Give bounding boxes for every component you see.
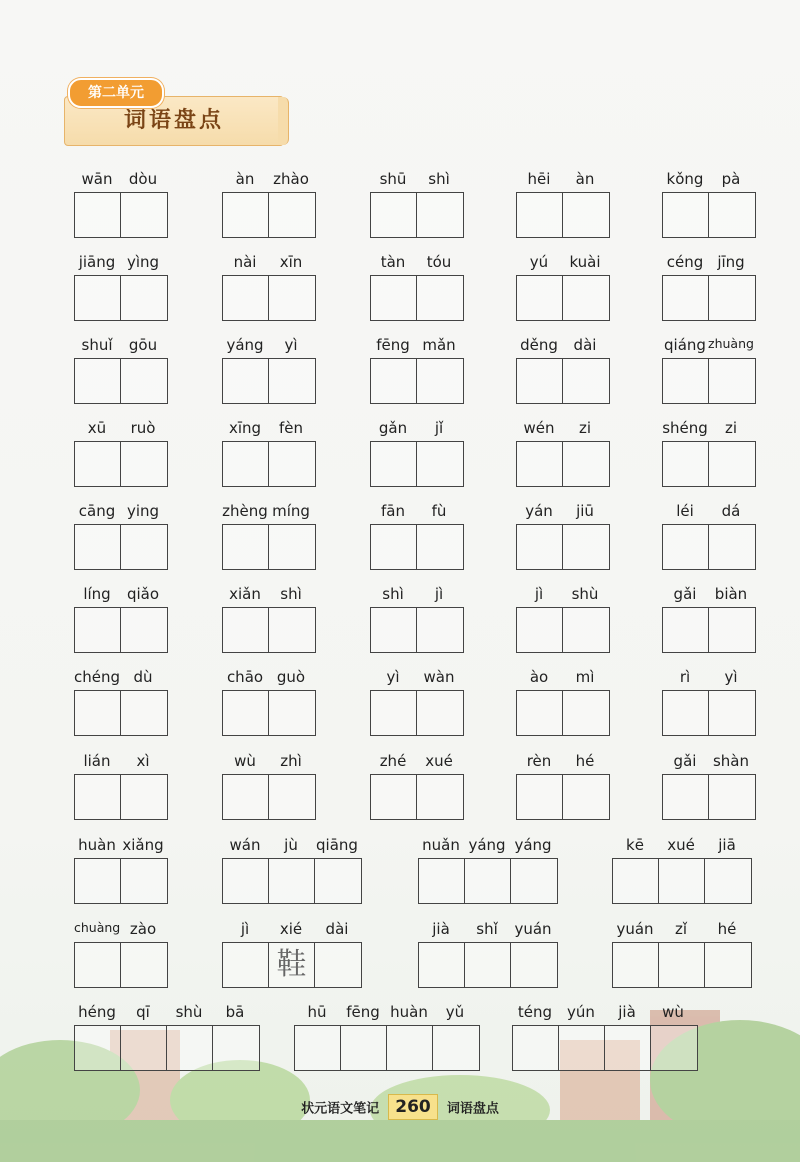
pinyin-label: huàn [390,1003,428,1021]
pinyin-label: nài [233,253,257,271]
pinyin-label: dòu [128,170,158,188]
character-boxes [222,358,316,404]
character-box[interactable] [663,276,709,320]
pinyin-label: yán [525,502,553,520]
pinyin-label: tàn [380,253,406,271]
character-box[interactable] [563,608,609,652]
pinyin-label: xū [87,419,107,437]
pinyin-label: ào [529,668,549,686]
unit-badge: 第二单元 [68,78,164,108]
character-box[interactable] [75,943,121,987]
pinyin-label: wàn [423,668,455,686]
character-box[interactable] [75,193,121,237]
character-box[interactable] [705,859,751,903]
pinyin-label: zào [129,920,157,938]
character-box[interactable] [563,442,609,486]
pinyin-label: qī [136,1003,150,1021]
character-box[interactable] [517,442,563,486]
character-box[interactable] [269,359,315,403]
pinyin-label: míng [272,502,310,520]
character-boxes [74,690,168,736]
pinyin-label: zhé [379,752,407,770]
character-boxes [662,524,756,570]
character-box[interactable] [709,193,755,237]
character-boxes [516,607,610,653]
character-box[interactable] [371,608,417,652]
pinyin-label: děng [520,336,558,354]
pinyin-label: fēng [346,1003,380,1021]
pinyin-label: wān [81,170,113,188]
character-box[interactable] [417,525,463,569]
pinyin-label: xiǎng [122,836,164,854]
pinyin-label: yáng [226,336,264,354]
character-boxes [222,607,316,653]
character-boxes [74,607,168,653]
pinyin-label: fèn [278,419,304,437]
character-box[interactable] [559,1026,605,1070]
pinyin-label: téng [517,1003,553,1021]
character-box[interactable] [269,276,315,320]
pinyin-label: shuǐ [81,336,113,354]
character-box[interactable] [663,691,709,735]
character-box[interactable] [517,775,563,819]
pinyin-label: yáng [468,836,506,854]
character-boxes [516,690,610,736]
pinyin-label: yǔ [445,1003,465,1021]
character-box[interactable] [387,1026,433,1070]
character-box[interactable] [465,943,511,987]
pinyin-label: shǐ [476,920,498,938]
character-box[interactable] [223,691,269,735]
character-box[interactable] [563,193,609,237]
character-box[interactable] [75,691,121,735]
character-boxes [612,858,752,904]
pinyin-label: fēng [376,336,410,354]
pinyin-label: qiáng [664,336,706,354]
pinyin-label: wén [523,419,555,437]
character-boxes [370,441,464,487]
character-box[interactable] [709,775,755,819]
character-box[interactable] [75,359,121,403]
pinyin-label: héng [78,1003,116,1021]
pinyin-label: yuán [616,920,654,938]
character-box[interactable] [223,442,269,486]
pinyin-label: wù [662,1003,684,1021]
pinyin-label: yì [386,668,400,686]
pinyin-label: zi [724,419,738,437]
character-box[interactable] [513,1026,559,1070]
pinyin-label: xié [279,920,303,938]
pinyin-label: dù [133,668,153,686]
character-box[interactable] [223,608,269,652]
pinyin-label: jì [434,585,444,603]
character-box[interactable] [417,691,463,735]
pinyin-label: dài [325,920,349,938]
character-box[interactable] [517,276,563,320]
character-box[interactable] [563,525,609,569]
pinyin-label: zhèng [222,502,268,520]
pinyin-label: jǐ [434,419,444,437]
character-box[interactable] [223,525,269,569]
character-boxes [222,690,316,736]
character-box[interactable] [511,943,557,987]
pinyin-label: àn [575,170,595,188]
character-box[interactable] [663,775,709,819]
footer-book-title: 状元语文笔记 [301,1101,380,1117]
character-box[interactable] [223,943,269,987]
character-boxes [516,441,610,487]
character-box[interactable] [75,859,121,903]
character-boxes [74,192,168,238]
character-box[interactable] [167,1026,213,1070]
character-box[interactable] [517,608,563,652]
character-boxes [516,275,610,321]
character-boxes [74,441,168,487]
character-box[interactable] [417,608,463,652]
character-box[interactable] [269,691,315,735]
pinyin-label: zǐ [674,920,688,938]
pinyin-label: shàn [712,752,750,770]
character-box[interactable] [417,193,463,237]
pinyin-label: jiā [718,836,736,854]
pinyin-label: jì [240,920,250,938]
character-box[interactable] [433,1026,479,1070]
character-box[interactable] [341,1026,387,1070]
pinyin-label: hū [307,1003,327,1021]
character-box[interactable] [371,691,417,735]
character-boxes [74,358,168,404]
character-box[interactable] [659,859,705,903]
pinyin-label: yì [284,336,298,354]
pinyin-label: dài [573,336,597,354]
character-boxes [74,524,168,570]
character-box[interactable] [75,442,121,486]
pinyin-label: rèn [526,752,552,770]
character-boxes [222,858,362,904]
pinyin-label: zi [578,419,592,437]
pinyin-label: hēi [527,170,551,188]
character-box[interactable] [371,775,417,819]
pinyin-label: shéng [662,419,708,437]
pinyin-label: hé [575,752,595,770]
character-boxes [370,690,464,736]
pinyin-label: líng [83,585,111,603]
pinyin-label: léi [676,502,694,520]
pinyin-label: jù [284,836,298,854]
character-boxes [512,1025,698,1071]
character-box[interactable] [417,359,463,403]
character-box[interactable] [121,1026,167,1070]
character-box[interactable] [121,691,167,735]
pinyin-label: àn [235,170,255,188]
character-boxes [74,275,168,321]
pinyin-label: chéng [74,668,121,686]
character-box[interactable] [121,859,167,903]
character-box[interactable] [709,442,755,486]
character-box[interactable] [213,1026,259,1070]
pinyin-label: ying [126,502,160,520]
page-title: 词语盘点 [64,96,284,146]
character-boxes [516,358,610,404]
character-box[interactable] [371,193,417,237]
character-box[interactable] [121,775,167,819]
character-boxes [418,858,558,904]
character-box[interactable] [651,1026,697,1070]
page-number: 260 [388,1094,438,1120]
character-box[interactable] [121,943,167,987]
character-boxes [612,942,752,988]
pinyin-label: dá [721,502,741,520]
character-boxes [370,607,464,653]
character-box[interactable] [121,608,167,652]
pinyin-label: xīng [228,419,262,437]
character-boxes [516,774,610,820]
character-box[interactable] [223,359,269,403]
pinyin-label: yìng [126,253,160,271]
pinyin-label: shì [280,585,302,603]
character-box[interactable] [269,442,315,486]
character-box[interactable] [613,859,659,903]
pinyin-label: ruò [130,419,156,437]
character-box[interactable] [269,608,315,652]
character-boxes [662,690,756,736]
character-boxes [370,192,464,238]
character-box[interactable] [269,775,315,819]
pinyin-label: gǎn [378,419,408,437]
character-boxes [74,1025,260,1071]
pinyin-label: jiāng [78,253,116,271]
character-box[interactable] [371,442,417,486]
character-box[interactable] [121,276,167,320]
pinyin-label: bā [225,1003,245,1021]
pinyin-label: rì [679,668,691,686]
character-box[interactable] [465,859,511,903]
pinyin-label: wù [234,752,256,770]
character-box[interactable] [223,193,269,237]
character-box[interactable]: 鞋 [269,943,315,987]
character-boxes [370,774,464,820]
pinyin-label: xì [136,752,150,770]
pinyin-label: gōu [128,336,158,354]
character-box[interactable] [417,442,463,486]
pinyin-label: shì [428,170,450,188]
pinyin-label: yú [529,253,549,271]
pinyin-label: lián [83,752,111,770]
pinyin-label: gǎi [673,585,697,603]
character-box[interactable] [75,775,121,819]
character-boxes [662,192,756,238]
character-boxes [662,358,756,404]
character-box[interactable] [659,943,705,987]
character-box[interactable] [709,359,755,403]
character-box[interactable] [223,859,269,903]
pinyin-label: céng [666,253,704,271]
character-box[interactable] [511,859,557,903]
pinyin-label: qiāng [316,836,358,854]
pinyin-label: yuán [514,920,552,938]
pinyin-label: shù [175,1003,203,1021]
character-box[interactable] [269,525,315,569]
pinyin-label: biàn [714,585,748,603]
pinyin-label: pà [721,170,741,188]
character-boxes [370,358,464,404]
character-boxes [370,275,464,321]
pinyin-label: zhuàng [708,336,754,351]
character-box[interactable] [709,608,755,652]
pinyin-label: gǎi [673,752,697,770]
pinyin-label: cāng [78,502,116,520]
pinyin-label: jīng [717,253,745,271]
character-box[interactable] [709,525,755,569]
character-box[interactable] [295,1026,341,1070]
character-box[interactable] [121,359,167,403]
character-boxes [222,524,316,570]
character-box[interactable] [371,525,417,569]
character-boxes [662,607,756,653]
pinyin-label: zhào [273,170,309,188]
character-box[interactable] [517,525,563,569]
character-boxes [222,192,316,238]
pinyin-label: jì [534,585,544,603]
character-boxes [222,774,316,820]
character-box[interactable] [75,276,121,320]
pinyin-label: zhì [280,752,302,770]
character-box[interactable] [709,276,755,320]
character-boxes [74,942,168,988]
character-box[interactable] [613,943,659,987]
pinyin-label: jiū [576,502,594,520]
character-box[interactable] [419,943,465,987]
character-box[interactable] [563,276,609,320]
character-box[interactable] [563,359,609,403]
character-box[interactable] [563,775,609,819]
character-boxes [418,942,558,988]
pinyin-label: hé [717,920,737,938]
character-box[interactable] [417,276,463,320]
character-boxes [370,524,464,570]
character-boxes [294,1025,480,1071]
character-box[interactable] [709,691,755,735]
character-boxes [74,858,168,904]
character-box[interactable] [417,775,463,819]
character-box[interactable] [315,859,361,903]
pinyin-label: mǎn [422,336,456,354]
character-box[interactable] [223,775,269,819]
pinyin-label: fān [381,502,405,520]
character-box[interactable] [269,859,315,903]
character-boxes [516,524,610,570]
pinyin-label: fù [431,502,447,520]
pinyin-label: yáng [514,836,552,854]
character-box[interactable] [223,276,269,320]
character-box[interactable] [605,1026,651,1070]
pinyin-label: wán [229,836,261,854]
character-boxes [222,942,362,988]
character-boxes [516,192,610,238]
character-box[interactable] [371,276,417,320]
pinyin-label: jià [618,1003,636,1021]
character-box[interactable] [75,1026,121,1070]
character-box[interactable] [75,525,121,569]
character-boxes [222,275,316,321]
character-boxes [662,275,756,321]
character-box[interactable] [563,691,609,735]
character-box[interactable] [705,943,751,987]
pinyin-label: qiǎo [126,585,160,603]
character-boxes [222,441,316,487]
character-box[interactable] [269,193,315,237]
pinyin-label: chuàng [74,920,121,935]
character-box[interactable] [517,193,563,237]
pinyin-label: yì [724,668,738,686]
pinyin-label: jià [432,920,450,938]
pinyin-label: guò [276,668,306,686]
pinyin-label: kē [626,836,644,854]
pinyin-label: yún [567,1003,595,1021]
pinyin-label: xué [667,836,695,854]
character-box[interactable] [663,608,709,652]
pinyin-label: huàn [78,836,116,854]
pinyin-label: xīn [279,253,303,271]
character-box[interactable] [663,442,709,486]
pinyin-label: xiǎn [229,585,261,603]
character-box[interactable] [371,359,417,403]
pinyin-label: chāo [226,668,264,686]
character-box[interactable] [419,859,465,903]
pinyin-label: tóu [426,253,452,271]
pinyin-label: kuài [569,253,601,271]
pinyin-label: shū [379,170,407,188]
character-box[interactable] [75,608,121,652]
pinyin-label: shù [571,585,599,603]
pinyin-label: kǒng [666,170,704,188]
character-box[interactable] [663,193,709,237]
character-box[interactable] [517,691,563,735]
pinyin-label: mì [575,668,595,686]
footer-section-title: 词语盘点 [446,1101,499,1117]
pinyin-label: nuǎn [422,836,460,854]
character-boxes [662,774,756,820]
character-box[interactable] [663,359,709,403]
character-box[interactable] [121,525,167,569]
character-box[interactable] [517,359,563,403]
pinyin-label: shì [382,585,404,603]
character-box[interactable] [663,525,709,569]
character-box[interactable] [315,943,361,987]
character-box[interactable] [121,442,167,486]
character-boxes [74,774,168,820]
character-box[interactable] [121,193,167,237]
pinyin-label: xué [425,752,453,770]
page-footer [0,1094,800,1120]
character-boxes [662,441,756,487]
